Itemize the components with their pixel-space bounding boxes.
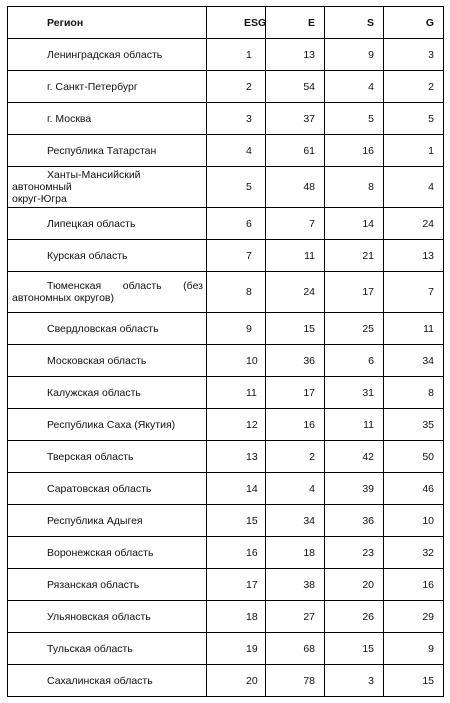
esg-cell: 19 (207, 633, 266, 665)
esg-cell: 7 (207, 240, 266, 272)
g-cell: 13 (384, 240, 444, 272)
esg-cell: 17 (207, 569, 266, 601)
region-cell: Республика Саха (Якутия) (8, 409, 207, 441)
table-row (8, 633, 444, 665)
esg-cell: 10 (207, 345, 266, 377)
g-cell: 32 (384, 537, 444, 569)
g-cell: 50 (384, 441, 444, 473)
region-cell: Московская область (8, 345, 207, 377)
table-row (8, 377, 444, 409)
esg-cell: 1 (207, 39, 266, 71)
g-cell: 24 (384, 208, 444, 240)
g-cell: 9 (384, 633, 444, 665)
g-cell: 29 (384, 601, 444, 633)
e-cell: 61 (266, 135, 325, 167)
region-cell: Рязанская область (8, 569, 207, 601)
table-row (8, 409, 444, 441)
table-row (8, 441, 444, 473)
s-cell: 14 (325, 208, 384, 240)
esg-cell: 4 (207, 135, 266, 167)
e-cell: 2 (266, 441, 325, 473)
table-row (8, 240, 444, 272)
g-cell: 4 (384, 167, 444, 208)
header-g: G (384, 7, 444, 39)
table-row (8, 135, 444, 167)
region-cell: Республика Татарстан (8, 135, 207, 167)
region-cell: г. Москва (8, 103, 207, 135)
e-cell: 36 (266, 345, 325, 377)
table-row (8, 473, 444, 505)
e-cell: 11 (266, 240, 325, 272)
region-cell: Республика Адыгея (8, 505, 207, 537)
header-row (8, 7, 444, 39)
e-cell: 37 (266, 103, 325, 135)
s-cell: 5 (325, 103, 384, 135)
header-region: Регион (8, 7, 207, 39)
esg-cell: 12 (207, 409, 266, 441)
region-cell: Тверская область (8, 441, 207, 473)
region-cell (8, 167, 207, 208)
table-row (8, 665, 444, 697)
esg-cell: 3 (207, 103, 266, 135)
region-cell: Саратовская область (8, 473, 207, 505)
region-cell: Калужская область (8, 377, 207, 409)
g-cell: 2 (384, 71, 444, 103)
g-cell: 8 (384, 377, 444, 409)
g-cell: 7 (384, 272, 444, 313)
s-cell: 39 (325, 473, 384, 505)
region-cell (8, 272, 207, 313)
region-cell: Липецкая область (8, 208, 207, 240)
e-cell: 16 (266, 409, 325, 441)
region-cell: Тульская область (8, 633, 207, 665)
header-e: E (266, 7, 325, 39)
region-cell: Курская область (8, 240, 207, 272)
header-esg: ESG (207, 7, 266, 39)
table-row (8, 601, 444, 633)
esg-cell: 20 (207, 665, 266, 697)
region-cell: Воронежская область (8, 537, 207, 569)
table-row (8, 537, 444, 569)
table-row (8, 39, 444, 71)
s-cell: 42 (325, 441, 384, 473)
g-cell: 10 (384, 505, 444, 537)
e-cell: 27 (266, 601, 325, 633)
e-cell: 13 (266, 39, 325, 71)
table-row (8, 345, 444, 377)
e-cell: 68 (266, 633, 325, 665)
esg-cell: 2 (207, 71, 266, 103)
region-cell: Ленинградская область (8, 39, 207, 71)
table-row (8, 569, 444, 601)
esg-cell: 6 (207, 208, 266, 240)
header-s: S (325, 7, 384, 39)
g-cell: 16 (384, 569, 444, 601)
region-cell: Свердловская область (8, 313, 207, 345)
region-cell: г. Санкт-Петербург (8, 71, 207, 103)
s-cell: 8 (325, 167, 384, 208)
esg-cell: 14 (207, 473, 266, 505)
s-cell: 15 (325, 633, 384, 665)
e-cell: 15 (266, 313, 325, 345)
s-cell: 6 (325, 345, 384, 377)
esg-cell: 18 (207, 601, 266, 633)
table-row (8, 71, 444, 103)
table-row (8, 505, 444, 537)
g-cell: 11 (384, 313, 444, 345)
s-cell: 20 (325, 569, 384, 601)
s-cell: 25 (325, 313, 384, 345)
esg-cell: 11 (207, 377, 266, 409)
esg-cell: 15 (207, 505, 266, 537)
e-cell: 54 (266, 71, 325, 103)
s-cell: 26 (325, 601, 384, 633)
table-row (8, 208, 444, 240)
region-line-1: Ханты-Мансийский автономный (12, 169, 141, 193)
s-cell: 36 (325, 505, 384, 537)
e-cell: 24 (266, 272, 325, 313)
table-row (8, 313, 444, 345)
esg-ranking-table (7, 6, 444, 697)
esg-cell: 13 (207, 441, 266, 473)
g-cell: 34 (384, 345, 444, 377)
e-cell: 4 (266, 473, 325, 505)
s-cell: 21 (325, 240, 384, 272)
e-cell: 48 (266, 167, 325, 208)
table-row (8, 103, 444, 135)
s-cell: 11 (325, 409, 384, 441)
region-line-1: Тюменская область (без (47, 280, 203, 292)
esg-cell: 5 (207, 167, 266, 208)
g-cell: 1 (384, 135, 444, 167)
region-cell: Ульяновская область (8, 601, 207, 633)
s-cell: 23 (325, 537, 384, 569)
g-cell: 46 (384, 473, 444, 505)
ranking-table-container (7, 6, 443, 697)
esg-cell: 9 (207, 313, 266, 345)
g-cell: 3 (384, 39, 444, 71)
region-line-2: округ-Югра (12, 193, 67, 205)
g-cell: 5 (384, 103, 444, 135)
region-line-2: автономных округов) (12, 292, 115, 304)
esg-cell: 16 (207, 537, 266, 569)
e-cell: 38 (266, 569, 325, 601)
e-cell: 18 (266, 537, 325, 569)
esg-cell: 8 (207, 272, 266, 313)
s-cell: 31 (325, 377, 384, 409)
s-cell: 17 (325, 272, 384, 313)
e-cell: 78 (266, 665, 325, 697)
s-cell: 4 (325, 71, 384, 103)
table-row (8, 272, 444, 313)
s-cell: 16 (325, 135, 384, 167)
region-cell: Сахалинская область (8, 665, 207, 697)
e-cell: 34 (266, 505, 325, 537)
table-row (8, 167, 444, 208)
s-cell: 9 (325, 39, 384, 71)
s-cell: 3 (325, 665, 384, 697)
g-cell: 15 (384, 665, 444, 697)
e-cell: 7 (266, 208, 325, 240)
g-cell: 35 (384, 409, 444, 441)
e-cell: 17 (266, 377, 325, 409)
